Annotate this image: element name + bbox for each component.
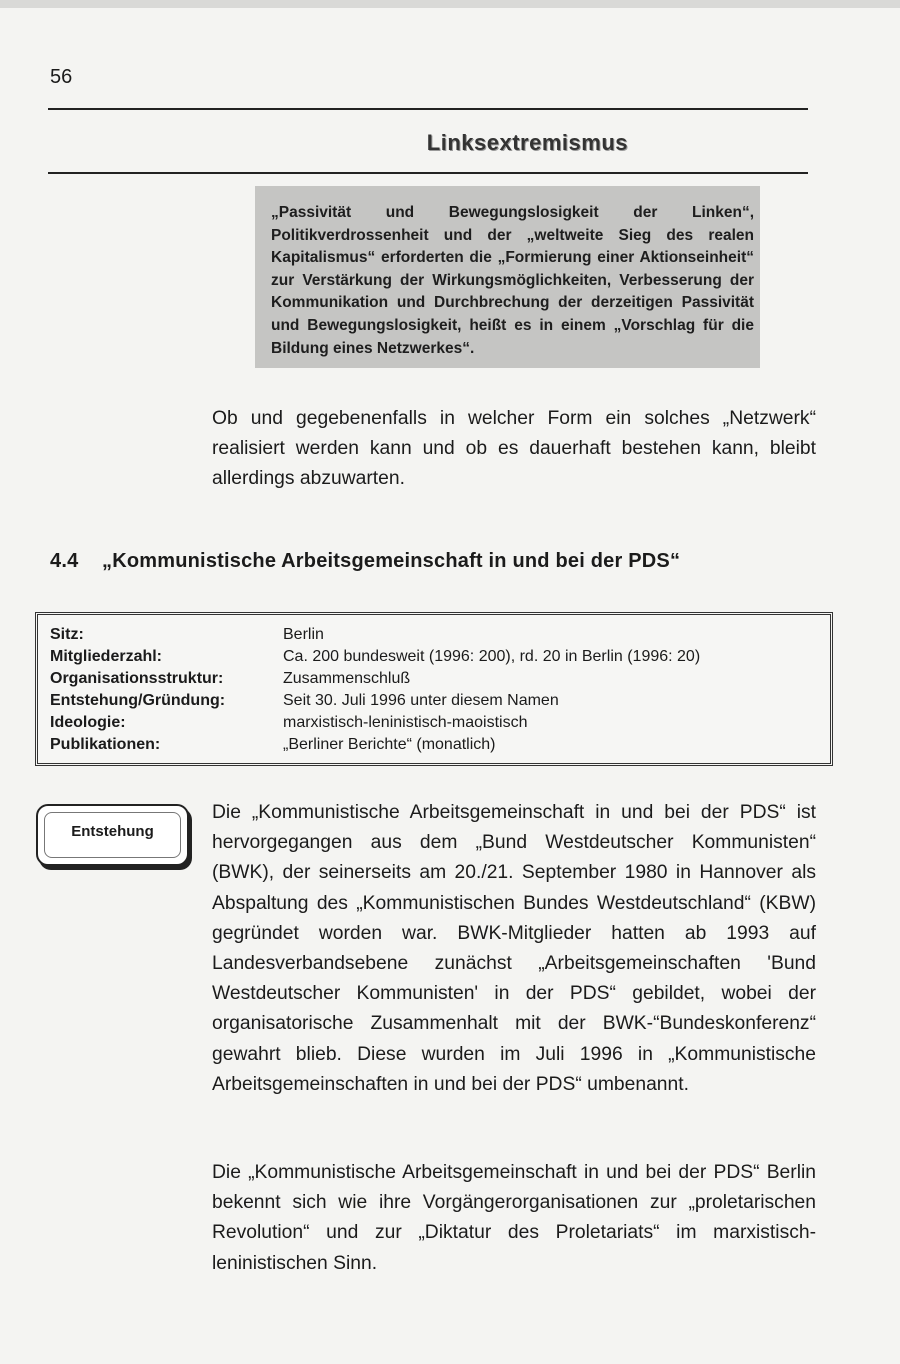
row-label: Ideologie: bbox=[50, 714, 126, 731]
row-label: Mitgliederzahl: bbox=[50, 648, 163, 665]
highlighted-quote bbox=[255, 186, 760, 368]
table-row bbox=[50, 692, 700, 714]
row-value: Seit 30. Juli 1996 unter diesem Namen bbox=[283, 692, 559, 709]
row-value: Berlin bbox=[283, 626, 324, 643]
section-title: „Kommunistische Arbeitsgemeinschaft in und bei der PDS“ bbox=[102, 550, 681, 572]
row-value: „Berliner Berichte“ (monatlich) bbox=[283, 736, 496, 753]
row-value: Ca. 200 bundesweit (1996: 200), rd. 20 in Berlin (1996: 20) bbox=[283, 648, 701, 665]
table-row bbox=[50, 670, 700, 692]
table-row bbox=[50, 736, 700, 758]
row-label: Organisationsstruktur: bbox=[50, 670, 224, 687]
table-row bbox=[50, 714, 700, 736]
chapter-title: Linksextremismus bbox=[426, 130, 628, 155]
header-rule-bottom bbox=[48, 172, 808, 174]
header-rule-top bbox=[48, 108, 808, 110]
scan-top-edge bbox=[0, 0, 900, 8]
table-row bbox=[50, 626, 700, 648]
intro-paragraph: Ob und gegebenenfalls in welcher Form ein solches „Netzwerk“ realisiert werden kann und ob es dauerhaft bestehen kann, bleibt allerdings abzuwarten. bbox=[212, 408, 816, 490]
row-label: Sitz: bbox=[50, 626, 84, 643]
quote-text: „Passivität und Bewegungslosigkeit der Linken“, Politikverdrossenheit und der „weltweite Sieg des realen Kapitalismus“ erforderten die „Formierung einer Aktionseinheit“ zur Verstärkung der Wirkungsmöglichkeiten, Verbesserung der Kommunikation und Durchbrechung der derzeitigen Passivität und Bewegungslosigkeit, heißt es in einem „Vorschlag für die Bildung eines Netzwerkes“. bbox=[271, 204, 754, 357]
section-heading bbox=[50, 550, 680, 573]
body-paragraph-1: Die „Kommunistische Arbeitsgemeinschaft in und bei der PDS“ ist hervorgegangen aus dem „Bund Westdeutscher Kommunisten“ (BWK), der seinerseits am 20./21. September 1980 in Hannover als Abspaltung des „Kommunistischen Bundes Westdeutschland“ (KBW) gegründet worden war. BWK-Mitglieder hatten ab 1993 auf Landesverbandsebene zunächst „Arbeitsgemeinschaften 'Bund Westdeutscher Kommunisten' in der PDS“ gebildet, wobei der organisatorische Zusammenhalt mit der BWK-“Bundeskonferenz“ gewahrt blieb. Diese wurden im Juli 1996 in „Kommunistische Arbeitsgemeinschaften in und bei der PDS“ umbenannt. bbox=[212, 802, 816, 1095]
row-value: marxistisch-leninistisch-maoistisch bbox=[283, 714, 528, 731]
organization-info-table bbox=[35, 612, 833, 766]
row-label: Publikationen: bbox=[50, 736, 161, 753]
section-number: 4.4 bbox=[50, 550, 79, 572]
page-number: 56 bbox=[50, 66, 73, 88]
margin-tab-label: Entstehung bbox=[71, 823, 154, 840]
row-value: Zusammenschluß bbox=[283, 670, 411, 687]
table-row bbox=[50, 648, 700, 670]
margin-tab-entstehung bbox=[36, 804, 189, 866]
body-paragraph-2: Die „Kommunistische Arbeitsgemeinschaft in und bei der PDS“ Berlin bekennt sich wie ihre Vorgängerorganisationen zur „proletarischen Revolution“ und zur „Diktatur des Proletariats“ im marxistisch-leninistischen Sinn. bbox=[212, 1162, 816, 1274]
row-label: Entstehung/Gründung: bbox=[50, 692, 226, 709]
